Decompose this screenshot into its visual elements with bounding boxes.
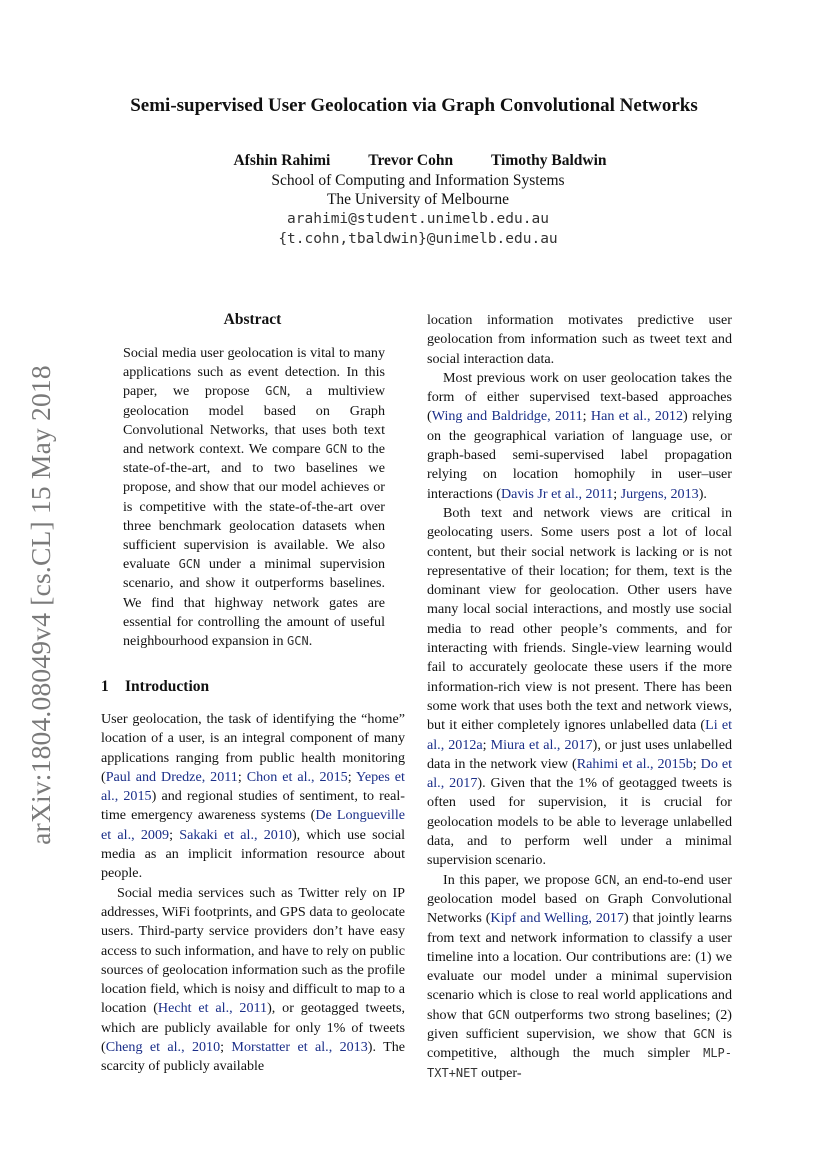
citation-link[interactable]: Wing and Baldridge, 2011 [431,408,583,425]
text-run: ; [582,408,591,425]
citation-link[interactable]: Han et al., 2012 [590,408,684,425]
text-run: outperforms two strong baselines; (2) given sufficient supervision, we show that [427,1006,733,1042]
citation-link[interactable]: Morstatter et al., 2013 [231,1039,368,1056]
citation-link[interactable]: Kipf and Welling, 2017 [490,910,625,927]
affiliation-university: The University of Melbourne [326,191,510,208]
text-run: under a minimal supervision scenario, and show it outperforms baselines. We find that highway network gates are essential for controlling the amount of useful neighbourhood expansion in [123,556,385,650]
text-run: ; [482,736,491,753]
affiliation-school: School of Computing and Information Systems [271,172,565,189]
citation-link[interactable]: Cheng et al., 2010 [105,1039,221,1056]
text-run: ; [169,826,180,843]
text-run: is competitive, although the much simpler [427,1025,732,1062]
arxiv-identifier: arXiv:1804.08049v4 [cs.CL] 15 May 2018 [25,365,56,845]
text-run: ), which use social media as an implicit information resource about people. [101,826,405,882]
paragraph [427,504,732,871]
model-name: GCN [487,1007,510,1022]
text-run: User geolocation, the task of identifying the “home” location of a user, is an integral component of many applications ranging from public health monitoring ( [101,711,405,785]
text-run: ) that jointly learns from text and network information to classify a user timeline into a location. Our contributions are: (1) we evaluate our model under a minimal supervision scenario which is close to real world applications and show that [427,910,732,1023]
paragraph [427,369,732,504]
model-name: GCN [265,384,287,399]
section-number: 1 [101,678,109,695]
text-run: ; [613,485,621,502]
text-run: ), or just uses unlabelled data in the network view ( [427,736,733,772]
text-run: ), or geotagged tweets, which are publicly available for only 1% of tweets ( [101,1000,405,1056]
text-run: ; [237,768,247,785]
abstract-heading: Abstract [223,311,282,328]
text-run: , an end-to-end user geolocation model based on Graph Convolutional Networks ( [427,871,732,927]
citation-link[interactable]: De Longueville et al., 2009 [101,807,405,843]
citation-link[interactable]: Paul and Dredze, 2011 [105,768,238,785]
paper-title: Semi-supervised User Geolocation via Graph Convolutional Networks [130,95,698,116]
model-name: MLP-TXT+NET [427,1046,732,1080]
citation-link[interactable]: Chon et al., 2015 [246,768,348,785]
paragraph [101,710,405,884]
citation-link[interactable]: Rahimi et al., 2015b [576,755,693,772]
text-run: ; [692,755,701,772]
paragraph: location information motivates predictive user geolocation from information such as tweet text and social interaction data. [427,312,732,367]
text-run: ; [220,1039,232,1056]
text-run: . [308,633,313,650]
author-name: Trevor Cohn [368,152,454,169]
citation-link[interactable]: Li et al., 2012a [427,717,732,753]
paragraph [427,871,732,1083]
model-name: GCN [325,442,348,457]
text-run: In this paper, we propose [443,871,595,888]
citation-link[interactable]: Miura et al., 2017 [490,736,593,753]
citation-link[interactable]: Hecht et al., 2011 [157,1000,268,1017]
model-name: GCN [287,634,309,649]
text-run: ) relying on the geographical variation of language use, or graph-based semi-supervised label propagation relying on location homophily in user–user interactions ( [427,408,732,502]
text-run: , a multiview geolocation model based on Graph Convolutional Networks, that uses both text and network context. We compare [123,383,385,458]
author-name: Afshin Rahimi [233,152,331,169]
author-email: arahimi@student.unimelb.edu.au [287,211,549,227]
author-list [0,152,828,170]
abstract-text [123,344,385,651]
author-name: Timothy Baldwin [490,152,607,169]
text-run: Social media user geolocation is vital to many applications such as event detection. In this paper, we propose [123,345,385,400]
citation-link[interactable]: Sakaki et al., 2010 [179,826,292,843]
text-run: ). [698,485,707,502]
model-name: GCN [594,872,617,887]
text-run: ) and regional studies of sentiment, to real-time emergency awareness systems ( [101,788,405,824]
right-column-body [427,311,732,1083]
model-name: GCN [693,1026,715,1041]
citation-link[interactable]: Yepes et al., 2015 [101,768,405,805]
text-run: Most previous work on user geolocation takes the form of either supervised text-based approaches ( [427,369,732,425]
citation-link[interactable]: Davis Jr et al., 2011 [500,485,614,502]
left-column-body [101,710,405,1077]
paragraph [101,884,405,1077]
text-run: ; [347,768,357,785]
text-run: Both text and network views are critical in geolocating users. Some users post a lot of local content, but their social network is lacking or is not representative of their location; for them, text is the dominant view for geolocation. Other users have many local social interactions, and mostly use social media to read other people’s comments, and for interacting with friends. Single-view learning would fail to accurately geolocate these users if the more information-rich view is not present. There has been some work that uses both the text and network views, but it either completely ignores unlabelled data ( [427,504,732,734]
text-run: to the state-of-the-art, and to two baselines we propose, and show that our model achieves or is competitive with the state-of-the-art over three benchmark geolocation datasets when sufficient supervision is available. We also evaluate [123,441,385,573]
author-email: {t.cohn,tbaldwin}@unimelb.edu.au [278,231,558,247]
section-heading-introduction [101,678,209,696]
citation-link[interactable]: Do et al., 2017 [427,755,732,792]
text-run: Social media services such as Twitter rely on IP addresses, WiFi footprints, and GPS data to geolocate users. Third-party service providers don’t have easy access to such information, and have to rely on public sources of geolocation information such as the profile location field, which is noisy and difficult to map to a location ( [101,884,405,1017]
text-run: ). Given that the 1% of geotagged tweets is often used for supervision, it is crucial for geolocation models to be able to leverage unlabelled data, and to perform well under a minimal supervision scenario. [427,775,732,869]
citation-link[interactable]: Jurgens, 2013 [620,485,699,502]
model-name: GCN [178,557,201,572]
text-run: ). The scarcity of publicly available [101,1039,405,1075]
section-title: Introduction [125,678,210,695]
text-run: outper- [477,1064,522,1081]
